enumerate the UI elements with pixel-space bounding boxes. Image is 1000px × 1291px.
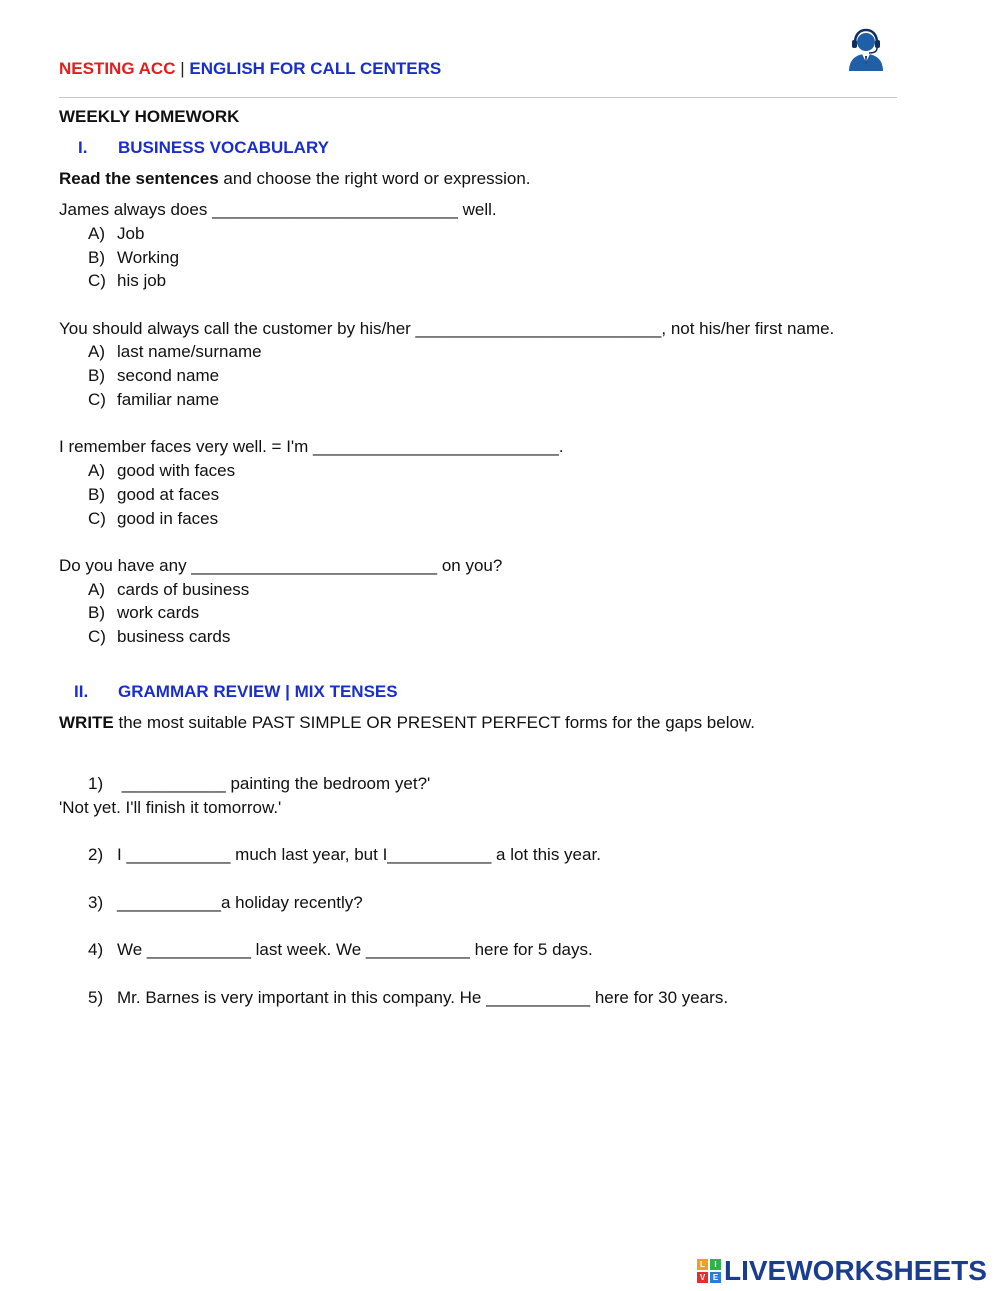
header-separator: | bbox=[180, 59, 185, 78]
vocab-question-3-option-a[interactable] bbox=[88, 461, 235, 481]
worksheet-title: WEEKLY HOMEWORK bbox=[59, 107, 240, 126]
vocab-question-1-option-b[interactable] bbox=[88, 248, 179, 268]
option-text: work cards bbox=[117, 603, 200, 622]
option-text: second name bbox=[117, 366, 220, 385]
logo-text: LIVEWORKSHEETS bbox=[724, 1255, 987, 1286]
header-divider bbox=[59, 97, 897, 98]
option-letter: A) bbox=[88, 224, 105, 243]
vocab-question-1-stem: James always does __________________________ well. bbox=[59, 200, 497, 219]
section-2-instruction-bold: WRITE bbox=[59, 713, 114, 732]
option-text: good with faces bbox=[117, 461, 236, 480]
section-1-instruction-rest: and choose the right word or expression. bbox=[218, 169, 531, 188]
vocab-question-3-stem: I remember faces very well. = I'm __________________________. bbox=[59, 437, 564, 456]
item-number: 1) bbox=[88, 774, 104, 793]
option-text: good in faces bbox=[117, 509, 219, 528]
vocab-question-1-option-a[interactable] bbox=[88, 224, 144, 244]
section-1-instruction bbox=[59, 169, 531, 189]
document-header bbox=[59, 59, 441, 79]
item-number: 4) bbox=[88, 940, 104, 959]
vocab-question-2-stem: You should always call the customer by his/her __________________________, not his/her first name. bbox=[59, 319, 835, 338]
option-text: his job bbox=[117, 271, 167, 290]
grammar-item-1-answer-line: 'Not yet. I'll finish it tomorrow.' bbox=[59, 798, 282, 817]
option-text: familiar name bbox=[117, 390, 220, 409]
option-letter: B) bbox=[88, 248, 105, 267]
vocab-question-3-option-b[interactable] bbox=[88, 485, 219, 505]
option-text: business cards bbox=[117, 627, 231, 646]
vocab-question-2-option-b[interactable] bbox=[88, 366, 219, 386]
section-2-numeral: II. bbox=[74, 682, 89, 701]
item-text: ___________ painting the bedroom yet?' bbox=[117, 774, 431, 793]
option-letter: A) bbox=[88, 580, 105, 599]
logo-block-i: I bbox=[710, 1259, 721, 1270]
call-center-agent-icon bbox=[845, 27, 887, 71]
item-text: Mr. Barnes is very important in this company. He ___________ here for 30 years. bbox=[117, 988, 729, 1007]
option-letter: A) bbox=[88, 342, 105, 361]
option-letter: C) bbox=[88, 271, 106, 290]
grammar-item-2[interactable] bbox=[88, 845, 601, 865]
option-text: last name/surname bbox=[117, 342, 262, 361]
liveworksheets-logo[interactable] bbox=[697, 1255, 987, 1287]
item-text: I ___________ much last year, but I___________ a lot this year. bbox=[117, 845, 601, 864]
grammar-item-1[interactable] bbox=[88, 774, 430, 794]
option-letter: C) bbox=[88, 627, 106, 646]
item-number: 2) bbox=[88, 845, 104, 864]
option-text: cards of business bbox=[117, 580, 250, 599]
grammar-item-5[interactable] bbox=[88, 988, 728, 1008]
item-text: ___________a holiday recently? bbox=[117, 893, 363, 912]
section-1-instruction-bold: Read the sentences bbox=[59, 169, 219, 188]
logo-blocks bbox=[697, 1259, 721, 1283]
section-2-instruction bbox=[59, 713, 755, 733]
vocab-question-4-option-a[interactable] bbox=[88, 580, 249, 600]
brand-label: NESTING ACC bbox=[59, 59, 176, 78]
vocab-question-4-option-c[interactable] bbox=[88, 627, 230, 647]
vocab-question-4-option-b[interactable] bbox=[88, 603, 199, 623]
vocab-question-1-option-c[interactable] bbox=[88, 271, 166, 291]
item-number: 3) bbox=[88, 893, 104, 912]
section-1-title: BUSINESS VOCABULARY bbox=[118, 138, 329, 157]
logo-block-e: E bbox=[710, 1272, 721, 1283]
vocab-question-2-option-a[interactable] bbox=[88, 342, 262, 362]
item-number: 5) bbox=[88, 988, 104, 1007]
option-letter: B) bbox=[88, 485, 105, 504]
section-2-heading bbox=[74, 682, 398, 702]
section-2-title: GRAMMAR REVIEW | MIX TENSES bbox=[118, 682, 398, 701]
option-letter: B) bbox=[88, 603, 105, 622]
option-letter: A) bbox=[88, 461, 105, 480]
option-text: Working bbox=[117, 248, 180, 267]
vocab-question-2-option-c[interactable] bbox=[88, 390, 219, 410]
item-text: We ___________ last week. We ___________ here for 5 days. bbox=[117, 940, 593, 959]
option-letter: B) bbox=[88, 366, 105, 385]
option-text: Job bbox=[117, 224, 145, 243]
grammar-item-3[interactable] bbox=[88, 893, 363, 913]
course-label: ENGLISH FOR CALL CENTERS bbox=[189, 59, 442, 78]
section-2-instruction-rest: the most suitable PAST SIMPLE OR PRESENT PERFECT forms for the gaps below. bbox=[113, 713, 755, 732]
grammar-item-4[interactable] bbox=[88, 940, 593, 960]
section-1-heading bbox=[78, 138, 329, 158]
option-letter: C) bbox=[88, 509, 106, 528]
option-letter: C) bbox=[88, 390, 106, 409]
logo-block-v: V bbox=[697, 1272, 708, 1283]
vocab-question-4-stem: Do you have any __________________________ on you? bbox=[59, 556, 503, 575]
option-text: good at faces bbox=[117, 485, 220, 504]
vocab-question-3-option-c[interactable] bbox=[88, 509, 218, 529]
logo-block-l: L bbox=[697, 1259, 708, 1270]
section-1-numeral: I. bbox=[78, 138, 88, 157]
